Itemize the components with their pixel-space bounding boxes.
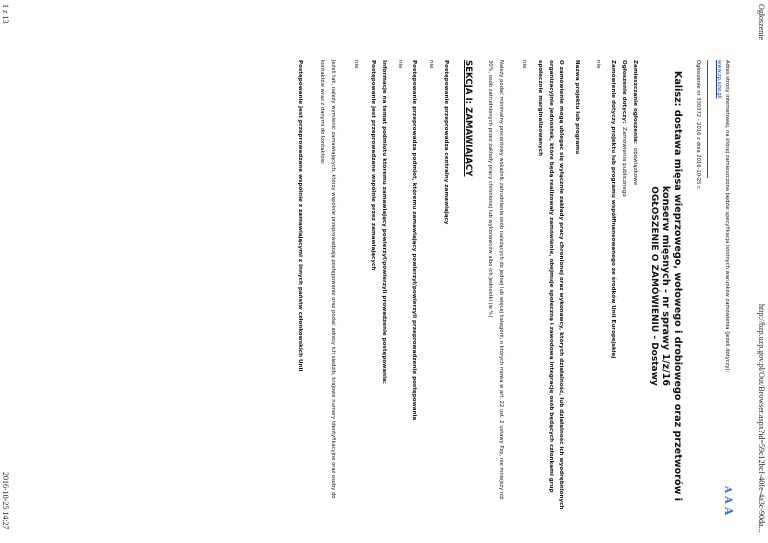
field-nalezy-podac: Należy podać minimalny procentowy wskaźnik zatrudnienia osób należących do jednej lub więcej kategorii, o których mowa w art. 22 ust. 2 ustawy Pzp, nie mniejszy niż 30%, osób zatrudnionych przez zakłady pracy chronionej lub wykonawców albo ich jednostki (w %) (487, 60, 504, 500)
field-wspolnie: Postępowanie jest przeprowadzane wspólnie przez zamawiających (370, 60, 377, 271)
field-o-zamowienie-value: nie (520, 60, 527, 69)
field-ogloszenie: Ogłoszenie dotyczy: Zamówienia publicznego (621, 60, 628, 197)
font-large-icon[interactable]: A (722, 506, 735, 516)
section-heading: SEKCJA I: ZAMAWIAJĄCY (462, 60, 473, 177)
page-header-title: Ogłoszenie (757, 4, 766, 40)
field-zamowienie: Zamówienie dotyczy projektu lub programu współfinansowanego ze środków Unii Europejskiej (609, 60, 616, 359)
address-link[interactable]: www.zp.szw.gil (715, 60, 722, 99)
page-footer-datetime: 2016-10-25 14:27 (1, 472, 10, 530)
notice-title: Kalisz: dostawa mięsa wieprzowego, wołowego i drobiowego oraz przetworów i konserw mięsnych - nr sprawy 1/z/16 (660, 70, 684, 502)
field-centralny: Postępowanie przeprowadza centralny zamawiający (443, 60, 450, 225)
divider (707, 60, 708, 178)
notice-number: Ogłoszenie nr 330372 - 2016 z dnia 2016-10-25 r. (694, 60, 701, 190)
font-small-icon[interactable]: A (722, 486, 732, 493)
page-footer-pagenum: 1 z 13 (1, 4, 10, 24)
field-podmiot: Postępowanie przeprowadza podmiot, któremu zamawiający powierzył/powierzyli przeprowadzenie postępowania (411, 60, 418, 421)
field-o-zamowienie: O zamówienie mogą ubiegać się wyłącznie zakłady pracy chronionej oraz wykonawcy, których działalność, lub działalność ich wyodrębnionych organizacyjnie jednostek, które będą realizowały zamówienie, obejmuje społeczną i zawodową integrację osób będących członkami grup społecznie marginalizowanych (537, 60, 565, 510)
field-nazwa: Nazwa projektu lub programu (573, 60, 580, 155)
font-medium-icon[interactable]: A (722, 495, 733, 504)
field-zamieszczanie: Zamieszczanie ogłoszenia: obowiązkowe (632, 60, 639, 186)
field-podmiot-value: nie (396, 60, 403, 69)
notice-content (296, 60, 730, 512)
notice-subtitle: OGŁOSZENIE O ZAMÓWIENIU - Dostawy (649, 186, 660, 386)
field-informacje: Informacje na temat podmiotu któremu zamawiający powierzył/powierzyli prowadzenie postępowania: (381, 60, 388, 385)
address-note: Adres strony internetowej, na której zamieszczona będzie specyfikacja istotnych warunków zamówienia (jeżeli dotyczy): (724, 60, 730, 373)
field-inne-panstwa: Postępowanie jest przeprowadzane wspólnie z zamawiającymi z innych państw członkowskich Unii (296, 60, 303, 372)
field-zamowienie-value: nie (594, 60, 601, 69)
field-wspolnie-value: nie (352, 60, 359, 69)
field-jezeli: Jeżeli tak, należy wymienić zamawiających, którzy wspólnie przeprowadzają postępowanie oraz podać adresy ich siedzib, krajowe numery identyfikacyjne oraz osoby do kontaktów wraz z danymi do kontaktów: (319, 60, 336, 499)
field-centralny-value: nie (428, 60, 435, 69)
page-header-url: http://bzp.uzp.gov.pl/Out/Browser.aspx?id=59c12bcf-40fe-4a3c-90da... (757, 304, 766, 533)
